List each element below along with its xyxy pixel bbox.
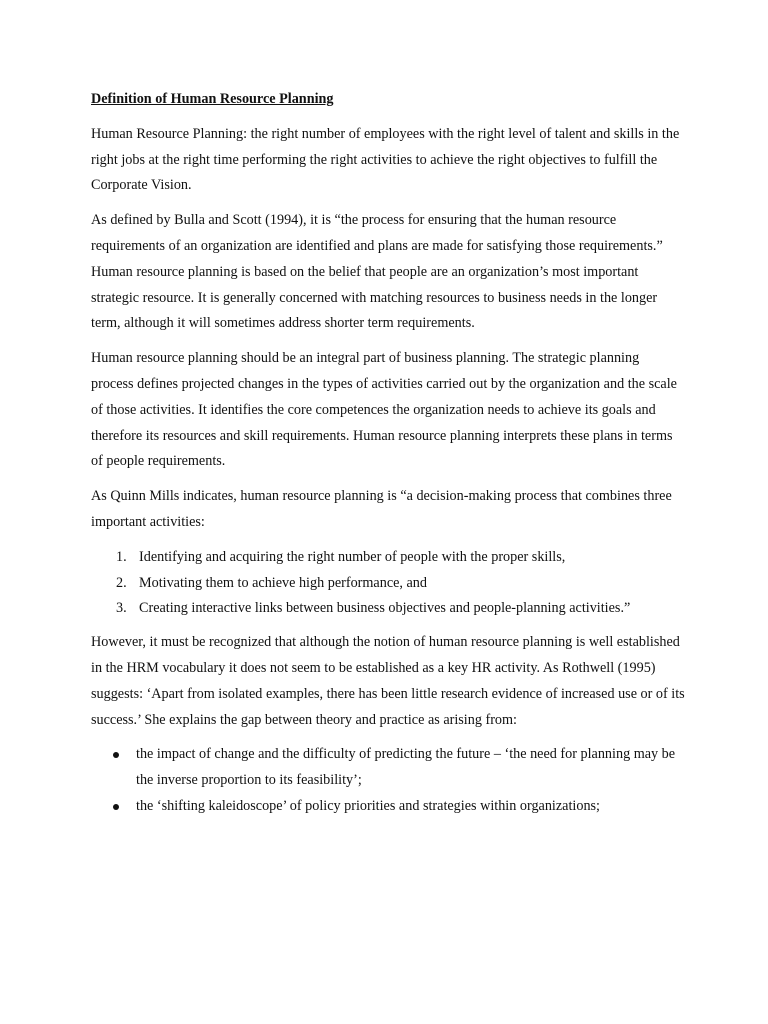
paragraph-quinn-mills: As Quinn Mills indicates, human resource planning is “a decision-making process that combines three important activities:	[91, 488, 672, 530]
list-item-text: Identifying and acquiring the right number of people with the proper skills,	[139, 548, 566, 565]
document-heading: Definition of Human Resource Planning	[91, 91, 334, 107]
paragraph-business-planning: Human resource planning should be an integral part of business planning. The strategic planning process defines projected changes in the types of activities carried out by the organization and the scale of those activities. It identifies the core competences the organization needs to achieve its goals and therefore its resources and skill requirements. Human resource planning interprets these plans in terms of people requirements.	[91, 350, 677, 470]
list-item-text: Motivating them to achieve high performance, and	[139, 574, 427, 591]
paragraph-definition: Human Resource Planning: the right number of employees with the right level of talent and skills in the right jobs at the right time performing the right activities to achieve the right objectives to fulfill the Corporate Vision.	[91, 125, 680, 194]
paragraph-rothwell: However, it must be recognized that although the notion of human resource planning is well established in the HRM vocabulary it does not seem to be established as a key HR activity. As Rothwell (1995) suggests: ‘Apart from isolated examples, there has been little research evidence of increased use or of its success.’ She explains the gap between theory and practice as arising from:	[91, 634, 685, 728]
list-number: 3.	[116, 600, 127, 617]
bullet-item-text: the ‘shifting kaleidoscope’ of policy priorities and strategies within organizations;	[136, 797, 601, 814]
bullet-list-item	[91, 742, 685, 794]
numbered-list-item	[91, 596, 685, 622]
paragraph-bulla-scott: As defined by Bulla and Scott (1994), it is “the process for ensuring that the human resource requirements of an organization are identified and plans are made for satisfying those requirements.” Human resource planning is based on the belief that people are an organization’s most important strategic resource. It is generally concerned with matching resources to business needs in the longer term, although it will sometimes address shorter term requirements.	[91, 212, 663, 332]
numbered-list-item	[91, 545, 685, 571]
bullet-list	[91, 742, 685, 819]
bullet-list-item	[91, 794, 685, 820]
bullet-icon	[113, 804, 119, 810]
list-item-text: Creating interactive links between business objectives and people-planning activities.”	[139, 600, 631, 617]
numbered-list-item	[91, 571, 685, 597]
list-number: 2.	[116, 574, 127, 591]
bullet-icon	[113, 752, 119, 758]
document-body	[91, 87, 685, 820]
list-number: 1.	[116, 548, 127, 565]
bullet-item-text: the impact of change and the difficulty of predicting the future – ‘the need for planning may be the inverse proportion to its feasibility’;	[136, 746, 676, 789]
numbered-list	[91, 545, 685, 622]
